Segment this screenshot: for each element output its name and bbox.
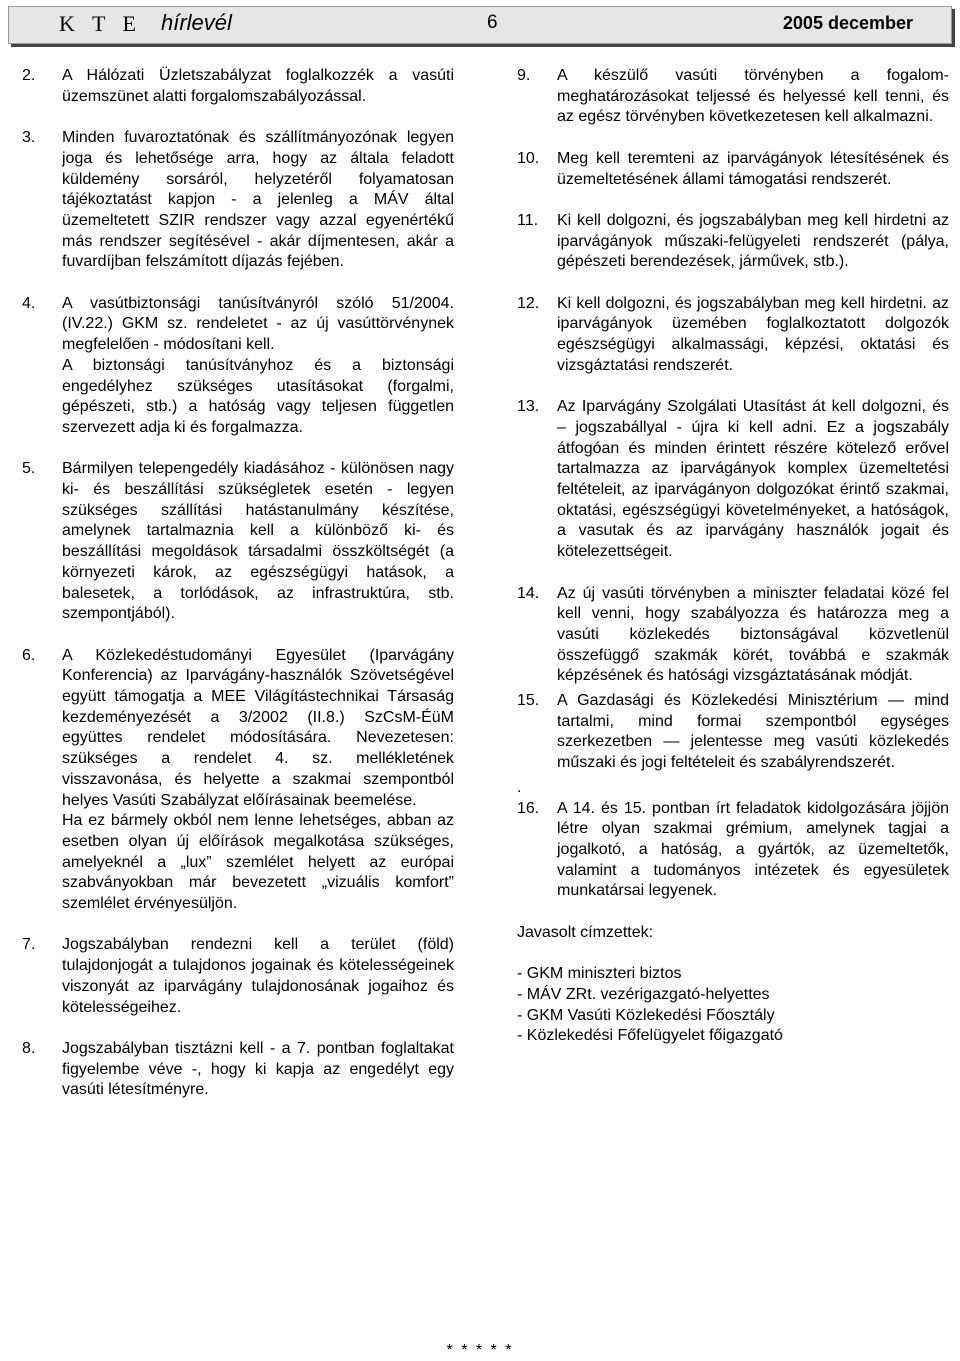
list-item bbox=[22, 1039, 454, 1101]
item-text: Az Iparvágány Szolgálati Utasítást át kell dolgozni, és – jogszabállyal - újra ki kell adni. Ez a jogszabály átfogóan és minden érintett részére kötelező erővel tartalmazza az iparvágányok komplex üzemeltetési feltételeit, az iparvágányon dolgozókat érintő szakmai, oktatási, egészségügyi követelményeket, a hatóságok, a vasutak és az iparvágány használók jogait és kötelezettségeit. bbox=[557, 398, 949, 561]
item-text: Ki kell dolgozni, és jogszabályban meg kell hirdetni az iparvágányok műszaki-felügyeleti rendszerét (pálya, gépészeti berendezések, járművek, stb.). bbox=[557, 211, 949, 271]
recipient-item: - MÁV ZRt. vezérigazgató-helyettes bbox=[517, 985, 770, 1003]
item-number: 2. bbox=[22, 67, 36, 84]
left-column bbox=[22, 66, 454, 1122]
item-text: A Hálózati Üzletszabályzat foglalkozzék a vasúti üzemszünet alatti forgalomszabályozással. bbox=[62, 67, 454, 105]
recipients-title: Javasolt címzettek: bbox=[517, 923, 654, 941]
list-item bbox=[22, 128, 454, 273]
item-number: 14. bbox=[517, 584, 540, 602]
header-date: 2005 december bbox=[782, 13, 913, 33]
item-number: 4. bbox=[22, 294, 36, 312]
item-text: Minden fuvaroztatónak és szállítmányozónak legyen joga és lehetősége arra, hogy az általa feladott küldemény sorsáról, helyzetéről folyamatosan tájékoztatást kapjon - a jelenleg a MÁV által üzemeltetett SZIR rendszer vagy azzal egyenértékű más rendszer segítésével - akár díjmentesen, akár a fuvardíjban felszámított díjazás fejében. bbox=[62, 129, 454, 271]
item-text: Jogszabályban rendezni kell a terület (föld) tulajdonjogát a tulajdonos jogainak és kötelességeinek viszonyát az iparvágány tulajdonosának jogaihoz és kötelességeihez. bbox=[62, 936, 454, 1016]
recipients-block bbox=[517, 923, 949, 1047]
list-item bbox=[22, 646, 454, 915]
item-text: A Közlekedéstudományi Egyesület (Iparvágány Konferencia) az Iparvágány-használók Szövetségével együtt támogatja a MEE Világítástechnikai Társaság kezdeményezését a 3/2002 (II.8.) SzCsM-ÉüM együttes rendelet módosítására. Nevezetesen: szükséges a rendelet 4. sz. mellékletének visszavonása, és helyette a szakmai szempontból helyes Vasúti Szabályzat előírásainak beemelése. bbox=[62, 646, 454, 809]
item-text: A készülő vasúti törvényben a fogalom-meghatározásokat teljessé és helyessé kell tenni, és az egész törvényben következetesen kell alkalmazni. bbox=[557, 67, 949, 126]
item-number: 11. bbox=[517, 211, 539, 229]
list-item bbox=[22, 294, 454, 439]
list-item bbox=[517, 211, 949, 273]
header-hirlevel: hírlevél bbox=[161, 10, 232, 35]
item-number: 15. bbox=[517, 692, 540, 710]
list-item bbox=[517, 799, 949, 903]
recipient-item: - Közlekedési Főfelügyelet főigazgató bbox=[517, 1027, 783, 1045]
list-item bbox=[517, 691, 949, 774]
item-text: A 14. és 15. pontban írt feladatok kidolgozására jöjjön létre olyan szakmai grémium, amelynek tagjai a jogalkotó, a hatóság, a gyártók, az üzemeltetők, valamint a tudományos intézetek és egyesületek munkatársai legyenek. bbox=[557, 799, 949, 900]
item-text: A Gazdasági és Közlekedési Minisztérium — mind tartalmi, mind formai szempontból egységes szerkezetben — jelentesse meg vasúti közlekedés műszaki és jogi feltételeit és szabályrendszerét. bbox=[557, 692, 949, 772]
recipient-item: - GKM Vasúti Közlekedési Főosztály bbox=[517, 1006, 775, 1024]
item-text: A vasútbiztonsági tanúsítványról szóló 51/2004. (IV.22.) GKM sz. rendeletet - az új vasúttörvénynek megfelelően - módosítani kell. bbox=[62, 294, 454, 354]
item-text: Az új vasúti törvényben a miniszter feladatai közé fel kell venni, hogy szabályozza és határozza meg a vasúti közlekedés biztonságával közvetlenül összefüggő szakmák körét, továbbá e szakmák képzésének és hatósági vizsgáztatásának módját. bbox=[557, 584, 949, 685]
item-number: 16. bbox=[517, 799, 540, 817]
item-number: 10. bbox=[517, 149, 540, 167]
item-number: 9. bbox=[517, 67, 531, 84]
item-number: 13. bbox=[517, 398, 540, 416]
right-items bbox=[517, 66, 949, 902]
recipient-item: - GKM miniszteri biztos bbox=[517, 965, 682, 983]
header-kte: K T E bbox=[59, 11, 142, 36]
list-item bbox=[517, 584, 949, 688]
page-header bbox=[8, 6, 952, 44]
list-item bbox=[22, 459, 454, 625]
item-text: A biztonsági tanúsítványhoz és a biztonsági engedélyhez szükséges utasításokat (forgalmi, gépészeti, stb.) a hatóság vagy teljesen független szervezett adja ki és forgalmazza. bbox=[62, 356, 454, 436]
list-item bbox=[517, 66, 949, 128]
item-text: Ki kell dolgozni, és jogszabályban meg kell hirdetni. az iparvágányok üzemében foglalkoztatott dolgozók egészségügyi alkalmassági, képzési, oktatási és vizsgáztatási rendszerét. bbox=[557, 294, 949, 374]
item-text: Bármilyen telepengedély kiadásához - különösen nagy ki- és beszállítási szükségletek esetén - legyen szükséges szállítási hatástanulmány készítése, amelynek tartalmaznia kell a különböző ki- és beszállítási megoldások társadalmi összköltségét (a környezeti károk, az egészségügyi hatások, a balesetek, a torlódások, az infrastruktúra, stb. szempontjából). bbox=[62, 460, 454, 623]
item-text: Ha ez bármely okból nem lenne lehetséges, abban az esetben olyan új előírások megalkotása szükséges, amelyeknél a „lux” szemlélet helyett az európai szabványokban már bevezetett „vizuális komfort” szemlélet érvényesüljön. bbox=[62, 812, 454, 913]
item-number: 6. bbox=[22, 646, 36, 664]
list-item bbox=[22, 66, 454, 107]
list-item bbox=[22, 935, 454, 1018]
item-number: 3. bbox=[22, 129, 36, 147]
list-item bbox=[517, 294, 949, 377]
item-number: 8. bbox=[22, 1039, 36, 1057]
item-text: Jogszabályban tisztázni kell - a 7. pontban foglaltakat figyelembe véve -, hogy ki kapja az engedélyt egy vasúti létesítményre. bbox=[62, 1039, 454, 1099]
item-number: 7. bbox=[22, 936, 36, 954]
item-number: 12. bbox=[517, 294, 540, 312]
recipients-list bbox=[517, 964, 949, 1047]
footer-stars: * * * * * bbox=[446, 1342, 514, 1359]
list-item bbox=[517, 397, 949, 563]
item-number: 5. bbox=[22, 460, 36, 478]
stray-dot: . bbox=[517, 778, 522, 796]
header-page-number: 6 bbox=[487, 12, 498, 33]
right-column bbox=[517, 66, 949, 1047]
list-item bbox=[517, 149, 949, 190]
item-text: Meg kell teremteni az iparvágányok létesítésének és üzemeltetésének állami támogatási rendszerét. bbox=[557, 149, 949, 188]
